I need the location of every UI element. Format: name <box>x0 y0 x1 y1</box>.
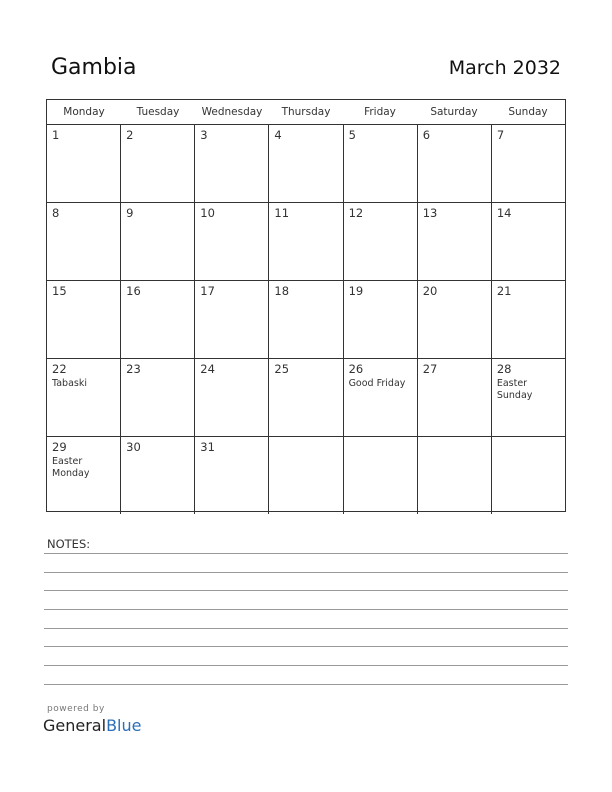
day-number: 9 <box>126 206 134 220</box>
day-cell <box>269 437 343 514</box>
day-number: 11 <box>274 206 290 220</box>
calendar-grid <box>46 99 566 512</box>
day-number: 14 <box>496 206 512 220</box>
note-line <box>44 590 568 591</box>
note-line <box>44 628 568 629</box>
day-number: 18 <box>274 284 290 298</box>
calendar-week-row <box>47 359 565 437</box>
day-number: 15 <box>52 284 67 298</box>
day-cell <box>195 437 269 514</box>
weekday-tuesday: Tuesday <box>136 106 180 118</box>
day-number: 1 <box>52 128 60 142</box>
day-cell <box>121 359 195 436</box>
day-number: 5 <box>348 128 356 142</box>
day-number: 2 <box>126 128 134 142</box>
brand-blue-text: Blue <box>106 716 142 735</box>
day-cell <box>269 125 343 202</box>
note-line <box>44 646 568 647</box>
day-cell <box>47 281 121 358</box>
day-number: 26 <box>348 362 364 376</box>
day-number: 16 <box>126 284 141 298</box>
day-cell <box>492 203 565 280</box>
day-number: 3 <box>200 128 208 142</box>
country-title: Gambia <box>51 55 137 80</box>
month-title: March 2032 <box>448 57 561 79</box>
day-number: 23 <box>126 362 141 376</box>
calendar-week-row <box>47 203 565 281</box>
day-cell <box>195 281 269 358</box>
weekday-sunday: Sunday <box>508 106 548 118</box>
day-cell <box>418 437 492 514</box>
day-number: 7 <box>496 128 505 142</box>
day-number: 17 <box>200 284 215 298</box>
weekday-friday: Friday <box>364 106 396 118</box>
day-number: 13 <box>422 206 438 220</box>
day-cell <box>121 437 195 514</box>
day-cell <box>418 203 492 280</box>
day-number: 25 <box>274 362 290 376</box>
day-cell <box>492 359 565 436</box>
day-cell <box>418 125 492 202</box>
day-number: 24 <box>200 362 215 376</box>
day-cell <box>269 359 343 436</box>
day-number: 10 <box>200 206 215 220</box>
day-number: 31 <box>200 440 215 454</box>
day-cell <box>195 359 269 436</box>
day-cell <box>418 281 492 358</box>
generalblue-logo <box>43 716 141 735</box>
weekday-monday: Monday <box>63 106 105 118</box>
note-line <box>44 609 568 610</box>
holiday-label: Easter Monday <box>52 456 90 479</box>
day-cell <box>344 359 418 436</box>
day-cell <box>121 125 195 202</box>
day-cell <box>121 203 195 280</box>
day-number: 21 <box>496 284 512 298</box>
day-cell <box>47 125 121 202</box>
holiday-label: Easter Sunday <box>496 378 533 401</box>
day-cell <box>344 125 418 202</box>
day-number: 8 <box>52 206 60 220</box>
notes-label: NOTES: <box>47 537 91 551</box>
calendar-week-row <box>47 437 565 514</box>
powered-by-label: powered by <box>47 704 105 714</box>
day-number: 30 <box>126 440 141 454</box>
day-number: 27 <box>422 362 438 376</box>
day-number: 20 <box>422 284 438 298</box>
brand-general-text: General <box>43 716 107 735</box>
calendar-week-row <box>47 281 565 359</box>
day-cell <box>47 359 121 436</box>
day-number: 6 <box>422 128 431 142</box>
day-number: 29 <box>52 440 67 454</box>
note-line <box>44 572 568 573</box>
day-number: 12 <box>348 206 364 220</box>
holiday-label: Good Friday <box>348 378 406 389</box>
day-number: 4 <box>274 128 282 142</box>
day-number: 28 <box>496 362 512 376</box>
day-cell <box>47 437 121 514</box>
day-cell <box>492 125 565 202</box>
calendar-week-row <box>47 125 565 203</box>
day-cell <box>47 203 121 280</box>
day-number: 22 <box>52 362 67 376</box>
holiday-label: Tabaski <box>52 378 87 389</box>
day-cell <box>492 437 565 514</box>
weekday-wednesday: Wednesday <box>201 106 263 118</box>
day-cell <box>418 359 492 436</box>
day-number: 19 <box>348 284 364 298</box>
day-cell <box>269 203 343 280</box>
note-line <box>44 553 568 554</box>
day-cell <box>492 281 565 358</box>
day-cell <box>269 281 343 358</box>
note-line <box>44 665 568 666</box>
day-cell <box>344 437 418 514</box>
day-cell <box>195 203 269 280</box>
day-cell <box>344 203 418 280</box>
weekday-thursday: Thursday <box>281 106 331 118</box>
note-line <box>44 684 568 685</box>
day-cell <box>121 281 195 358</box>
weekday-saturday: Saturday <box>430 106 478 118</box>
day-cell <box>195 125 269 202</box>
weekday-header-row <box>47 100 565 125</box>
day-cell <box>344 281 418 358</box>
